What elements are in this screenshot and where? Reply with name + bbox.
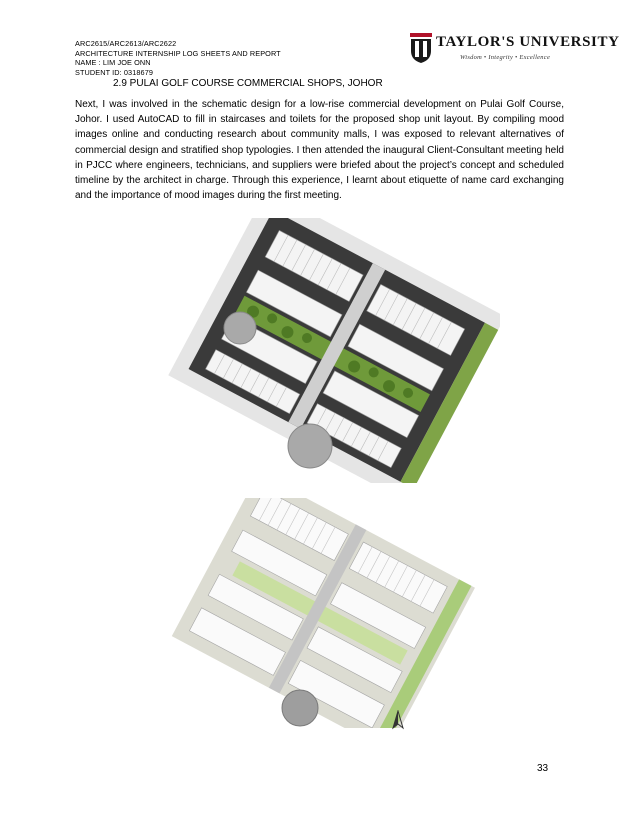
document-header: [75, 39, 281, 77]
line-site-plan: [165, 498, 475, 728]
student-name: NAME : LIM JOE ONN: [75, 58, 151, 68]
course-codes: ARC2615/ARC2613/ARC2622: [75, 39, 177, 48]
university-tagline: Wisdom • Integrity • Excellence: [460, 54, 551, 61]
crest-icon: [410, 33, 432, 63]
student-id: STUDENT ID: 0318679: [75, 67, 154, 77]
section-title: 2.9 PULAI GOLF COURSE COMMERCIAL SHOPS, JOHOR: [113, 78, 383, 89]
report-title: ARCHITECTURE INTERNSHIP LOG SHEETS AND REPORT: [75, 48, 281, 58]
north-arrow-icon: [392, 710, 404, 730]
page-number: 33: [537, 763, 549, 774]
university-name: TAYLOR'S UNIVERSITY: [436, 34, 620, 50]
rendered-site-plan: [160, 218, 500, 483]
university-logo: [410, 33, 620, 67]
body-paragraph: Next, I was involved in the schematic design for a low-rise commercial development on Pulai Golf Course, Johor. I used AutoCAD to fill in staircases and toilets for the proposed shop unit layout. By compiling mood images online and conducting research about community malls, I was exposed to relevant alternatives of commercial design and stratified shop typologies. I then attended the inaugural Client-Consultant meeting held in PJCC where engineers, technicians, and suppliers were briefed about the project’s concept and scheduled timeline by the architect in charge. Through this experience, I learnt about etiquette of name card exchanging and the importance of mood images during the first meeting.: [75, 99, 564, 202]
